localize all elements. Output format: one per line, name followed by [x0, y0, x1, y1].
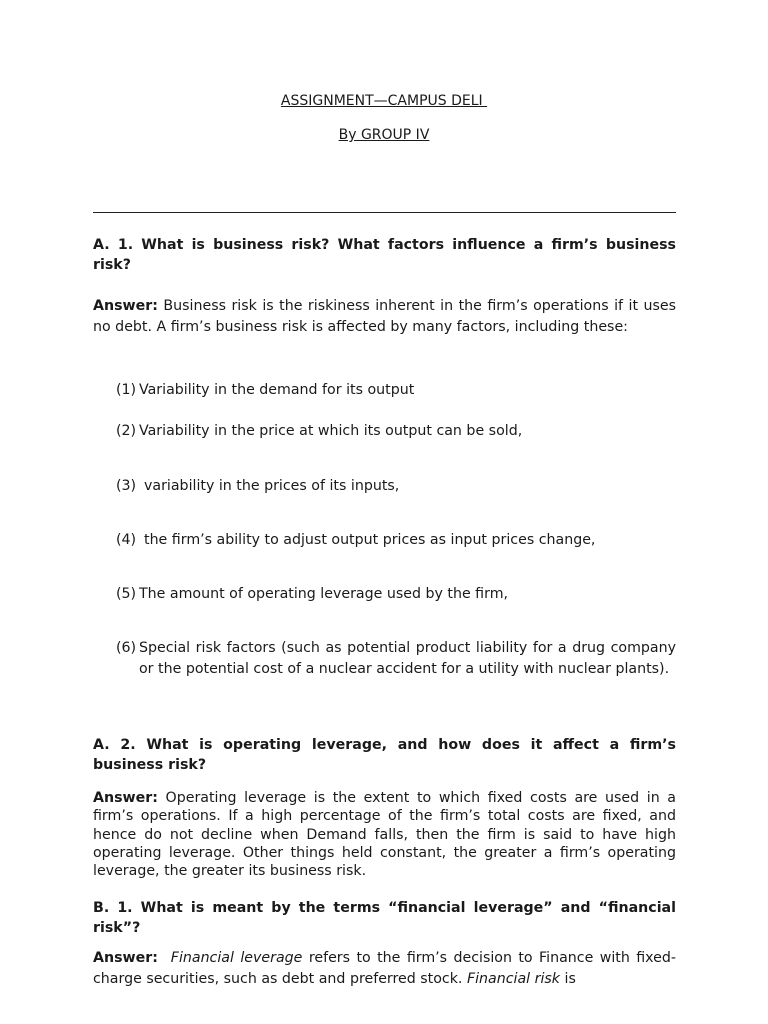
list-item-text: Variability in the price at which its output can be sold,: [139, 423, 523, 439]
answer-label: Answer:: [93, 298, 158, 314]
term-financial-risk: Financial risk: [466, 971, 561, 987]
list-item-text: Variability in the demand for its output: [139, 382, 415, 398]
answer-label: Answer:: [93, 790, 158, 806]
list-item: [116, 380, 676, 401]
answer-text: Operating leverage is the extent to which fixed costs are used in a firm’s operations. If a high percentage of the firm’s total costs are fixed, and hence do not decline when Demand falls, then the firm is said to have high operating leverage. Other things held constant, the greater a firm’s operating leverage, the greater its business risk.: [93, 790, 676, 880]
list-item-number: (3): [116, 478, 137, 494]
list-item-text: Special risk factors (such as potential product liability for a drug company or the potential cost of a nuclear accident for a utility with nuclear plants).: [139, 640, 676, 677]
answer-text: refers to the firm’s decision to Finance with fixed-charge securities, such as debt and preferred stock.: [93, 950, 676, 987]
question-a1: A. 1. What is business risk? What factors influence a firm’s business risk?: [93, 237, 676, 273]
answer-a1: [93, 296, 676, 337]
list-item-number: (5): [116, 586, 137, 602]
list-item: [116, 638, 676, 680]
list-item: [116, 530, 676, 551]
answer-a2: [93, 789, 676, 880]
list-item: [116, 421, 676, 442]
list-item: [116, 584, 676, 605]
answer-text: Business risk is the riskiness inherent in the firm’s operations if it uses no debt. A firm’s business risk is affected by many factors, including these:: [93, 298, 676, 335]
list-item-number: (4): [116, 532, 137, 548]
document-byline: By GROUP IV: [338, 127, 430, 143]
term-financial-leverage: Financial leverage: [170, 950, 303, 966]
list-item-text: the firm’s ability to adjust output prices as input prices change,: [144, 532, 596, 548]
answer-text: is: [560, 971, 576, 987]
answer-b1: [93, 948, 676, 990]
list-item-text: variability in the prices of its inputs,: [144, 478, 400, 494]
list-item: [116, 476, 676, 497]
list-item-number: (2): [116, 423, 137, 439]
horizontal-rule: [93, 212, 676, 213]
list-item-text: The amount of operating leverage used by the firm,: [139, 586, 509, 602]
answer-label: Answer:: [93, 950, 158, 966]
list-item-number: (6): [116, 640, 137, 656]
list-item-number: (1): [116, 382, 137, 398]
question-a2: A. 2. What is operating leverage, and how does it affect a firm’s business risk?: [93, 737, 676, 773]
question-b1: B. 1. What is meant by the terms “financial leverage” and “financial risk”?: [93, 900, 676, 936]
document-title: ASSIGNMENT—CAMPUS DELI: [280, 93, 488, 109]
